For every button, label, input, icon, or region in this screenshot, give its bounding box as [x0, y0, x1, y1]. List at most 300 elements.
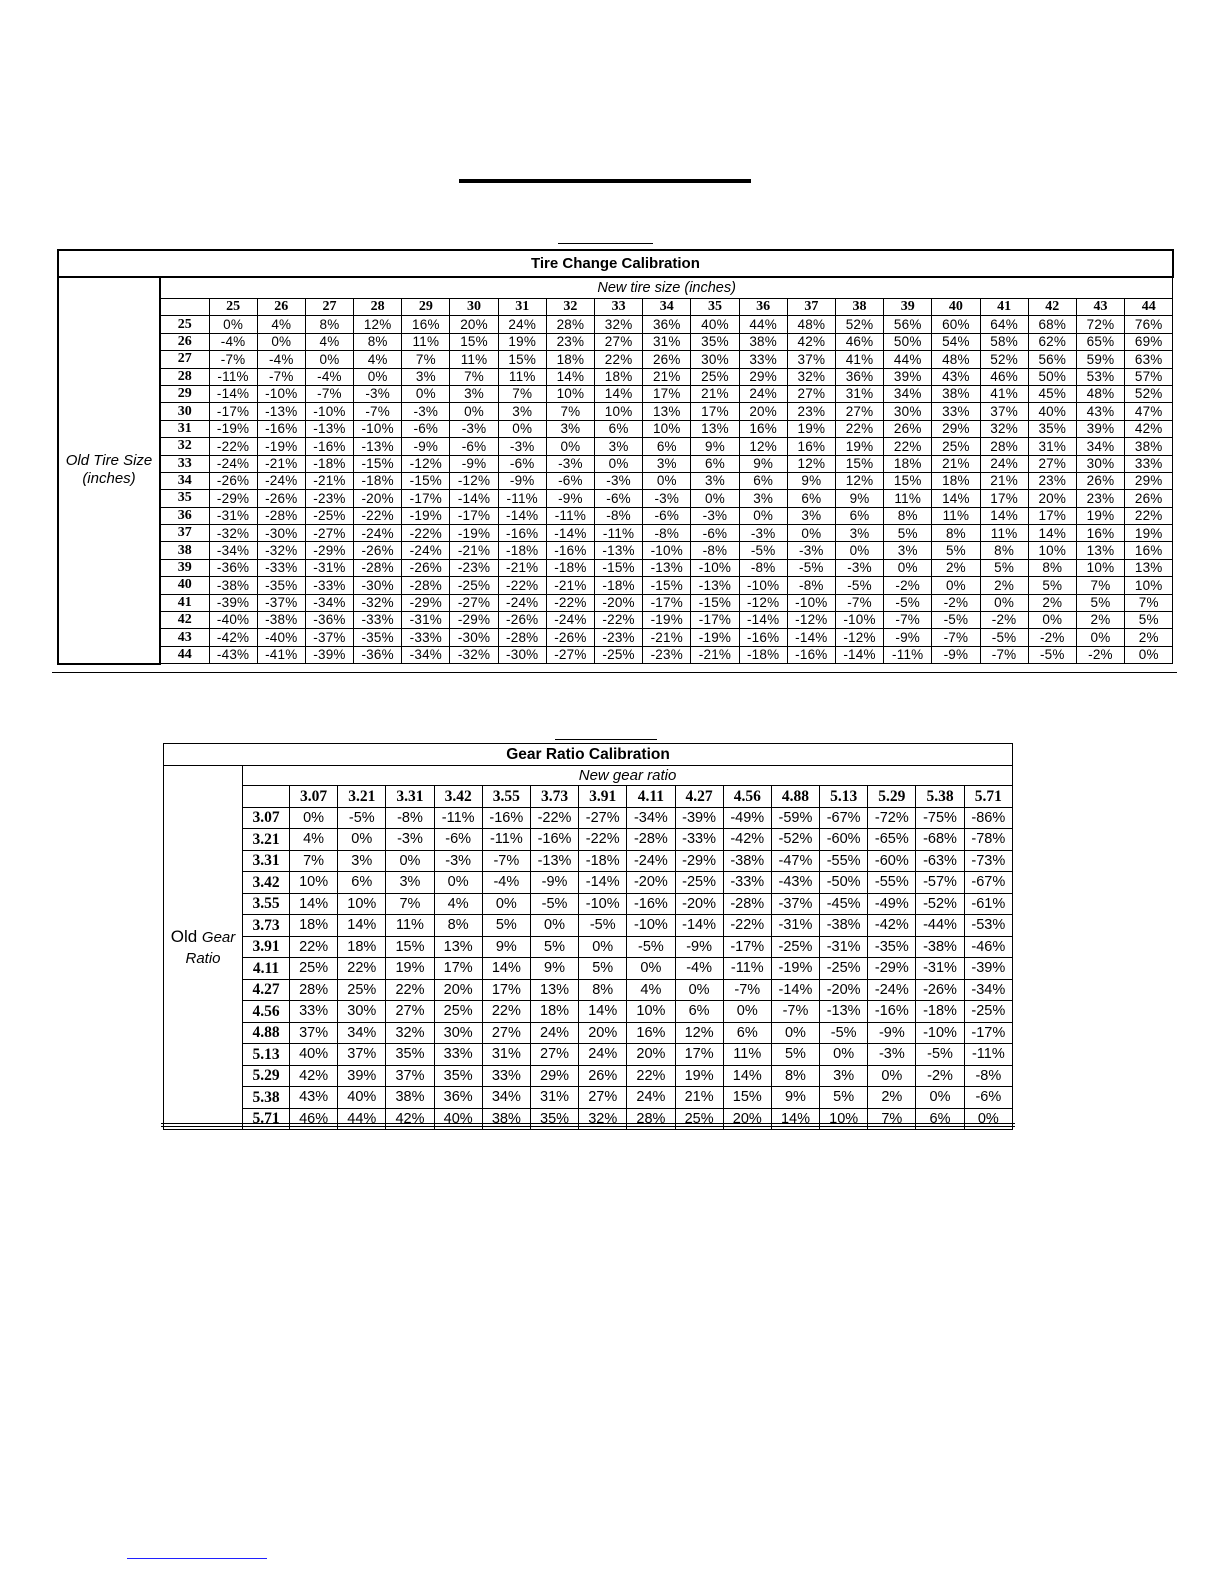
tire-table-cell: -19%: [643, 612, 691, 629]
tire-table-cell: 37%: [980, 403, 1028, 420]
tire-table-cell: -19%: [209, 420, 257, 437]
tire-table-cell: -14%: [498, 507, 546, 524]
tire-table-cell: 43%: [932, 368, 980, 385]
tire-table-cell: -2%: [1076, 646, 1124, 663]
tire-table-cell: 39%: [884, 368, 932, 385]
tire-table-cell: 19%: [1076, 507, 1124, 524]
tire-table-cell: 36%: [835, 368, 883, 385]
tire-table-cell: -14%: [835, 646, 883, 663]
gear-table-cell: -6%: [964, 1087, 1012, 1109]
tire-table-cell: 4%: [354, 351, 402, 368]
gear-table-cell: 0%: [723, 1001, 771, 1023]
tire-table-row: [58, 455, 1173, 472]
tire-table-cell: 26%: [643, 351, 691, 368]
gear-row-header: 5.71: [243, 1108, 290, 1130]
tire-table-cell: 11%: [932, 507, 980, 524]
tire-table-cell: 16%: [1076, 525, 1124, 542]
tire-table-cell: 22%: [595, 351, 643, 368]
gear-row-header: 3.07: [243, 807, 290, 829]
gear-table-cell: 21%: [675, 1087, 723, 1109]
tire-row-header: 34: [160, 472, 209, 489]
tire-table-cell: 35%: [1028, 420, 1076, 437]
tire-table-cell: 41%: [980, 385, 1028, 402]
tire-table-cell: -19%: [257, 438, 305, 455]
gear-table-row: [164, 893, 1013, 915]
gear-table-cell: 4%: [290, 829, 338, 851]
tire-table-cell: -10%: [835, 612, 883, 629]
gear-table-cell: -17%: [964, 1022, 1012, 1044]
gear-table-cell: 37%: [386, 1065, 434, 1087]
gear-table-cell: -16%: [530, 829, 578, 851]
gear-table-cell: 3%: [386, 872, 434, 894]
tire-row-header: 25: [160, 316, 209, 333]
tire-table-cell: 53%: [1076, 368, 1124, 385]
gear-column-header: 3.31: [386, 786, 434, 808]
gear-table-cell: -7%: [771, 1001, 819, 1023]
gear-table-cell: 44%: [338, 1108, 386, 1130]
tire-column-header: 31: [498, 299, 546, 316]
tire-table-cell: -16%: [546, 542, 594, 559]
gear-table-cell: -47%: [771, 850, 819, 872]
tire-table-cell: 3%: [643, 455, 691, 472]
gear-table-cell: -9%: [675, 936, 723, 958]
tire-table-cell: -14%: [787, 629, 835, 646]
gear-table-cell: -17%: [723, 936, 771, 958]
tire-table-cell: 6%: [595, 420, 643, 437]
tire-table-cell: 11%: [402, 333, 450, 350]
tire-table-cell: -9%: [932, 646, 980, 663]
tire-table-cell: 0%: [595, 455, 643, 472]
tire-table-cell: 0%: [1028, 612, 1076, 629]
tire-table-cell: -13%: [691, 577, 739, 594]
tire-table-cell: -5%: [835, 577, 883, 594]
tire-table-cell: -18%: [498, 542, 546, 559]
gear-table-cell: 25%: [338, 979, 386, 1001]
tire-table-title: Tire Change Calibration: [58, 250, 1173, 277]
gear-table-cell: 10%: [290, 872, 338, 894]
gear-table-cell: -20%: [675, 893, 723, 915]
tire-table-cell: 0%: [305, 351, 353, 368]
tire-table-cell: -14%: [739, 612, 787, 629]
tire-table-row: [58, 438, 1173, 455]
tire-table-cell: -41%: [257, 646, 305, 663]
tire-row-header: 44: [160, 646, 209, 663]
gear-table-cell: -3%: [434, 850, 482, 872]
gear-table-cell: 5%: [530, 936, 578, 958]
tire-table-row: [58, 385, 1173, 402]
tire-table-cell: -40%: [257, 629, 305, 646]
tire-row-header: 43: [160, 629, 209, 646]
tire-table-cell: 12%: [739, 438, 787, 455]
tire-table-cell: -35%: [257, 577, 305, 594]
gear-table-cell: 42%: [290, 1065, 338, 1087]
tire-table-cell: 9%: [835, 490, 883, 507]
gear-table-cell: -42%: [868, 915, 916, 937]
tire-table-cell: 8%: [354, 333, 402, 350]
gear-table-cell: -11%: [434, 807, 482, 829]
tire-table-cell: -8%: [595, 507, 643, 524]
tire-column-header: 28: [354, 299, 402, 316]
tire-table-cell: -33%: [305, 577, 353, 594]
gear-table-cell: -20%: [627, 872, 675, 894]
gear-column-header: 4.27: [675, 786, 723, 808]
gear-table-cell: 0%: [530, 915, 578, 937]
tire-table-cell: 33%: [739, 351, 787, 368]
tire-table-cell: 0%: [1125, 646, 1173, 663]
tire-table-cell: 10%: [1125, 577, 1173, 594]
tire-table-cell: -17%: [691, 612, 739, 629]
tire-table-cell: -36%: [209, 559, 257, 576]
tire-table-cell: 19%: [835, 438, 883, 455]
tire-table-cell: -12%: [787, 612, 835, 629]
tire-table-cell: 33%: [1125, 455, 1173, 472]
gear-table-cell: -22%: [530, 807, 578, 829]
tire-table-cell: -32%: [257, 542, 305, 559]
tire-table-cell: -34%: [209, 542, 257, 559]
tire-table-cell: -24%: [546, 612, 594, 629]
gear-table-cell: 37%: [290, 1022, 338, 1044]
gear-table-cell: -10%: [627, 915, 675, 937]
gear-row-header: 3.42: [243, 872, 290, 894]
tire-table-cell: 26%: [1125, 490, 1173, 507]
gear-table-cell: 25%: [675, 1108, 723, 1130]
tire-table-cell: 52%: [1125, 385, 1173, 402]
tire-table-cell: 24%: [980, 455, 1028, 472]
gear-table-cell: -24%: [627, 850, 675, 872]
tire-table-cell: -29%: [450, 612, 498, 629]
gear-table-cell: -5%: [579, 915, 627, 937]
tire-table-cell: 40%: [691, 316, 739, 333]
gear-column-header: 3.55: [482, 786, 530, 808]
tire-column-header: 42: [1028, 299, 1076, 316]
tire-table-cell: 72%: [1076, 316, 1124, 333]
gear-table-cell: 6%: [675, 1001, 723, 1023]
gear-table-cell: 2%: [868, 1087, 916, 1109]
tire-table-cell: 16%: [787, 438, 835, 455]
gear-table-cell: 8%: [434, 915, 482, 937]
tire-table-cell: -33%: [354, 612, 402, 629]
tire-table-cell: -13%: [595, 542, 643, 559]
tire-table-cell: 22%: [835, 420, 883, 437]
tire-table-cell: -25%: [450, 577, 498, 594]
tire-column-header: 35: [691, 299, 739, 316]
tire-table-cell: -6%: [595, 490, 643, 507]
tire-table-cell: 28%: [546, 316, 594, 333]
tire-row-header: 39: [160, 559, 209, 576]
tire-table-cell: -27%: [305, 525, 353, 542]
tire-table-row: [58, 594, 1173, 611]
tire-table-cell: -9%: [402, 438, 450, 455]
tire-table-cell: 48%: [787, 316, 835, 333]
gear-table-cell: -60%: [820, 829, 868, 851]
tire-table-cell: -9%: [498, 472, 546, 489]
tire-table-row: [58, 351, 1173, 368]
gear-table-cell: 16%: [627, 1022, 675, 1044]
tire-table-cell: -2%: [932, 594, 980, 611]
tire-table-cell: 13%: [643, 403, 691, 420]
tire-table-cell: 27%: [835, 403, 883, 420]
tire-table-cell: -24%: [498, 594, 546, 611]
gear-table-cell: 6%: [916, 1108, 964, 1130]
gear-table-cell: 13%: [434, 936, 482, 958]
gear-row-header: 3.73: [243, 915, 290, 937]
tire-table-cell: -27%: [450, 594, 498, 611]
tire-table-cell: 8%: [932, 525, 980, 542]
tire-table-cell: 0%: [1076, 629, 1124, 646]
gear-table-cell: 0%: [338, 829, 386, 851]
gear-table-cell: 35%: [386, 1044, 434, 1066]
tire-table-cell: 46%: [835, 333, 883, 350]
tire-table-cell: 22%: [1125, 507, 1173, 524]
tire-table-cell: 15%: [884, 472, 932, 489]
gear-table-cell: 22%: [627, 1065, 675, 1087]
tire-table-cell: -21%: [498, 559, 546, 576]
tire-table-cell: 4%: [257, 316, 305, 333]
tire-table-cell: 10%: [595, 403, 643, 420]
tire-table-cell: -27%: [546, 646, 594, 663]
gear-table-cell: 31%: [530, 1087, 578, 1109]
tire-table-cell: -32%: [354, 594, 402, 611]
tire-table-cell: -30%: [498, 646, 546, 663]
tire-table-cell: -18%: [305, 455, 353, 472]
tire-table-row: [58, 316, 1173, 333]
tire-corner-cell: [160, 299, 209, 316]
tire-table-row: [58, 612, 1173, 629]
gear-table-cell: -25%: [675, 872, 723, 894]
gear-table-cell: -10%: [916, 1022, 964, 1044]
gear-table-cell: -73%: [964, 850, 1012, 872]
tire-table-cell: -7%: [932, 629, 980, 646]
tire-table-cell: 14%: [932, 490, 980, 507]
tire-table-cell: -11%: [595, 525, 643, 542]
tire-table-cell: 0%: [498, 420, 546, 437]
tire-table-cell: -16%: [305, 438, 353, 455]
tire-table-cell: -4%: [257, 351, 305, 368]
tire-table-cell: -36%: [305, 612, 353, 629]
gear-table-cell: -6%: [434, 829, 482, 851]
gear-table-cell: 18%: [290, 915, 338, 937]
tire-table-cell: 17%: [691, 403, 739, 420]
tire-column-header: 34: [643, 299, 691, 316]
gear-title-row: [164, 744, 1013, 766]
gear-row-header: 4.88: [243, 1022, 290, 1044]
gear-side-label-old: Old: [170, 927, 198, 947]
gear-table-cell: 8%: [579, 979, 627, 1001]
gear-table-cell: -14%: [675, 915, 723, 937]
tire-table-cell: -20%: [595, 594, 643, 611]
gear-table-cell: -29%: [868, 958, 916, 980]
tire-table-cell: 52%: [835, 316, 883, 333]
gear-table-cell: 37%: [338, 1044, 386, 1066]
tire-table-cell: 31%: [835, 385, 883, 402]
gear-table-cell: 15%: [386, 936, 434, 958]
tire-table-cell: 12%: [354, 316, 402, 333]
tire-table-cell: 7%: [450, 368, 498, 385]
gear-table-cell: 35%: [434, 1065, 482, 1087]
tire-row-header: 26: [160, 333, 209, 350]
gear-table-cell: -14%: [771, 979, 819, 1001]
tire-table-cell: 27%: [787, 385, 835, 402]
gear-table-row: [164, 829, 1013, 851]
tire-table-cell: -18%: [595, 577, 643, 594]
gear-table-cell: -22%: [723, 915, 771, 937]
tire-table-row: [58, 577, 1173, 594]
tire-table-cell: 29%: [932, 420, 980, 437]
gear-table-cell: 14%: [723, 1065, 771, 1087]
tire-table-underline: [52, 672, 1177, 673]
tire-table-row: [58, 420, 1173, 437]
tire-table-cell: -3%: [787, 542, 835, 559]
gear-old-size-label: [164, 766, 243, 1130]
tire-table-cell: -33%: [402, 629, 450, 646]
tire-table-cell: 60%: [932, 316, 980, 333]
tire-table-cell: -25%: [595, 646, 643, 663]
tire-table-cell: 57%: [1125, 368, 1173, 385]
tire-table-cell: 3%: [498, 403, 546, 420]
gear-table-cell: 9%: [530, 958, 578, 980]
gear-calibration-table: [163, 743, 1013, 1130]
tire-table-cell: -16%: [739, 629, 787, 646]
gear-table-cell: -59%: [771, 807, 819, 829]
gear-column-header-row: [164, 786, 1013, 808]
tire-table-cell: 8%: [305, 316, 353, 333]
gear-table-cell: -60%: [868, 850, 916, 872]
tire-table-row: [58, 507, 1173, 524]
tire-table-cell: -7%: [835, 594, 883, 611]
tire-table-cell: -23%: [595, 629, 643, 646]
tire-table-cell: -29%: [209, 490, 257, 507]
tire-table-cell: -33%: [257, 559, 305, 576]
gear-table-cell: 14%: [290, 893, 338, 915]
gear-table-cell: -52%: [771, 829, 819, 851]
tire-table-cell: -23%: [450, 559, 498, 576]
gear-row-header: 4.56: [243, 1001, 290, 1023]
gear-table-cell: -57%: [916, 872, 964, 894]
gear-table-cell: 32%: [386, 1022, 434, 1044]
tire-row-header: 42: [160, 612, 209, 629]
tire-column-header: 38: [835, 299, 883, 316]
tire-table-cell: 15%: [498, 351, 546, 368]
gear-table-cell: 39%: [338, 1065, 386, 1087]
tire-table-cell: -32%: [209, 525, 257, 542]
tire-column-header-row: [58, 299, 1173, 316]
tire-table-cell: 18%: [595, 368, 643, 385]
gear-table-cell: 24%: [627, 1087, 675, 1109]
tire-table-cell: 5%: [1076, 594, 1124, 611]
gear-table-cell: 27%: [579, 1087, 627, 1109]
tire-table-row: [58, 472, 1173, 489]
tire-table-cell: 62%: [1028, 333, 1076, 350]
gear-table-cell: -67%: [964, 872, 1012, 894]
gear-table-cell: 12%: [675, 1022, 723, 1044]
gear-table-cell: 25%: [290, 958, 338, 980]
tire-table-cell: -12%: [402, 455, 450, 472]
gear-table-cell: -39%: [964, 958, 1012, 980]
gear-table-cell: -5%: [820, 1022, 868, 1044]
tire-table-cell: 12%: [787, 455, 835, 472]
gear-table-cell: 6%: [723, 1022, 771, 1044]
tire-table-cell: 13%: [691, 420, 739, 437]
tire-table-cell: -37%: [305, 629, 353, 646]
tire-table-cell: 20%: [450, 316, 498, 333]
gear-table-cell: -50%: [820, 872, 868, 894]
tire-table-cell: -37%: [257, 594, 305, 611]
tire-table-cell: 10%: [1076, 559, 1124, 576]
tire-table-cell: -9%: [546, 490, 594, 507]
gear-table-cell: 10%: [627, 1001, 675, 1023]
tire-table-cell: -3%: [354, 385, 402, 402]
tire-table-cell: -4%: [209, 333, 257, 350]
tire-table-row: [58, 646, 1173, 663]
tire-row-header: 35: [160, 490, 209, 507]
tire-table-cell: -17%: [209, 403, 257, 420]
tire-table-cell: 56%: [1028, 351, 1076, 368]
gear-table-cell: 5%: [771, 1044, 819, 1066]
tire-table-cell: -21%: [546, 577, 594, 594]
gear-table-cell: -28%: [723, 893, 771, 915]
tire-table-cell: 3%: [402, 368, 450, 385]
gear-table-cell: 22%: [290, 936, 338, 958]
gear-table-cell: -26%: [916, 979, 964, 1001]
tire-table-cell: 69%: [1125, 333, 1173, 350]
gear-table-cell: 0%: [771, 1022, 819, 1044]
gear-table-cell: 22%: [386, 979, 434, 1001]
tire-column-header: 30: [450, 299, 498, 316]
tire-table-cell: 39%: [1076, 420, 1124, 437]
tire-table-cell: -12%: [739, 594, 787, 611]
tire-table-cell: 14%: [980, 507, 1028, 524]
tire-table-subtitle: New tire size (inches): [160, 277, 1173, 299]
gear-table-cell: 0%: [386, 850, 434, 872]
gear-column-header: 3.07: [290, 786, 338, 808]
gear-row-header: 3.91: [243, 936, 290, 958]
gear-table-cell: 30%: [338, 1001, 386, 1023]
tire-table-cell: 0%: [932, 577, 980, 594]
tire-column-header: 33: [595, 299, 643, 316]
tire-table-cell: 48%: [932, 351, 980, 368]
tire-table-cell: 13%: [1125, 559, 1173, 576]
tire-table-cell: 0%: [980, 594, 1028, 611]
gear-table-cell: 17%: [434, 958, 482, 980]
gear-column-header: 4.88: [771, 786, 819, 808]
gear-table-cell: -5%: [627, 936, 675, 958]
tire-table-cell: -6%: [691, 525, 739, 542]
gear-table-cell: -67%: [820, 807, 868, 829]
tire-table-cell: -3%: [595, 472, 643, 489]
gear-table-cell: 9%: [482, 936, 530, 958]
gear-row-header: 5.13: [243, 1044, 290, 1066]
tire-table-cell: -26%: [257, 490, 305, 507]
tire-table-cell: 6%: [739, 472, 787, 489]
gear-row-header: 3.55: [243, 893, 290, 915]
tire-table-cell: 2%: [1028, 594, 1076, 611]
tire-table-cell: -10%: [739, 577, 787, 594]
gear-subtitle-row: [164, 766, 1013, 786]
tire-table-cell: 19%: [787, 420, 835, 437]
tire-table-cell: 17%: [1028, 507, 1076, 524]
gear-table-cell: -27%: [579, 807, 627, 829]
gear-table-cell: 11%: [386, 915, 434, 937]
tire-table-cell: 32%: [787, 368, 835, 385]
gear-table-cell: -28%: [627, 829, 675, 851]
tire-table-cell: -3%: [739, 525, 787, 542]
gear-table-cell: 30%: [434, 1022, 482, 1044]
tire-table-row: [58, 559, 1173, 576]
tire-table-cell: -19%: [450, 525, 498, 542]
tire-table-cell: 21%: [980, 472, 1028, 489]
tire-row-header: 31: [160, 420, 209, 437]
gear-table-cell: -16%: [868, 1001, 916, 1023]
